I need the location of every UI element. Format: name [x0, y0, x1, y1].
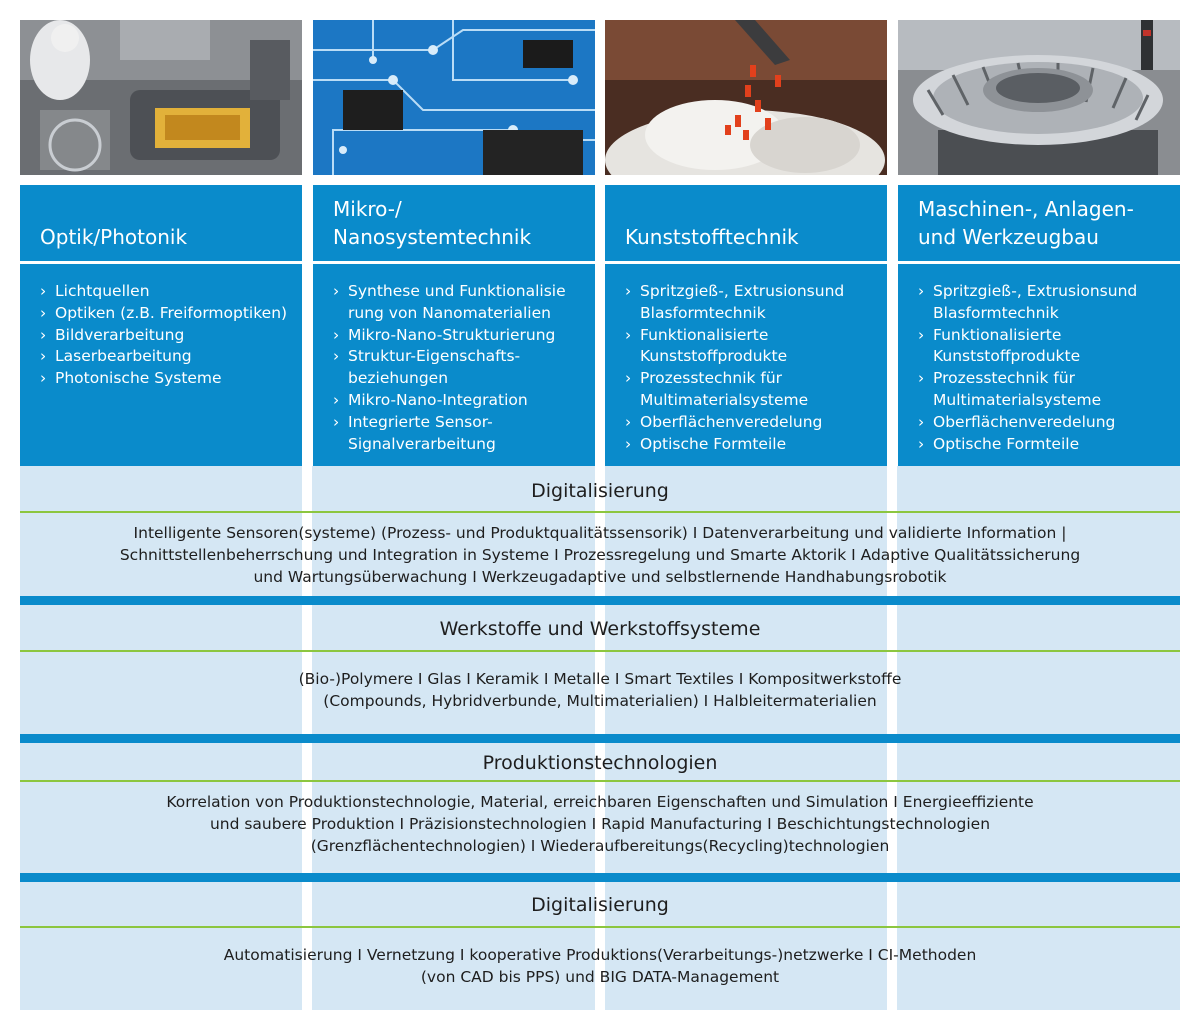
- section-divider: [20, 650, 1180, 652]
- column-heading-line: Mikro-/: [333, 197, 402, 221]
- plastic-granulate-photo: [605, 20, 887, 175]
- column-topic-list: [40, 281, 298, 390]
- description-line: Intelligente Sensoren(systeme) (Prozess- und Produktqualitätssensorik) I Datenverarbeitung und validierte Information |: [133, 524, 1067, 542]
- description-line: Automatisierung I Vernetzung I kooperative Produktions(Verarbeitungs-)netzwerke I CI-Methoden: [223, 946, 977, 964]
- section-divider: [20, 780, 1180, 782]
- column-topic-item: Blasformtechnik: [640, 303, 766, 322]
- column-mikro-nanosystemtechnik: [313, 185, 595, 466]
- section-description-werkstoffe: [20, 669, 1180, 713]
- optics-lab-photo: [20, 20, 302, 175]
- column-topic-item: Blasformtechnik: [933, 303, 1059, 322]
- column-topic-item: Kunststoffprodukte: [933, 347, 1081, 366]
- column-topic-list: [625, 281, 883, 455]
- column-topic-item: Signalverarbeitung: [348, 434, 496, 453]
- section-title-werkstoffe: Werkstoffe und Werkstoffsysteme: [439, 618, 761, 640]
- section-description-digitalisierung: [20, 523, 1180, 588]
- column-topic-item: › Laserbearbeitung: [40, 346, 298, 368]
- description-line: (von CAD bis PPS) und BIG DATA-Management: [420, 967, 780, 986]
- column-topic-item: › Struktur-Eigenschafts-: [333, 346, 591, 368]
- column-topic-item: › Lichtquellen: [40, 281, 298, 303]
- section-description-produktionstechnologien: [20, 792, 1180, 857]
- section-title-digitalisierung-2: Digitalisierung: [531, 894, 669, 916]
- column-heading-line: Optik/Photonik: [40, 225, 188, 249]
- column-maschinenbau: [898, 185, 1180, 466]
- column-topic-item: › Spritzgieß-, Extrusionsund: [625, 281, 883, 303]
- bevel-gear-photo: [898, 20, 1180, 175]
- column-topic-item: Multimaterialsysteme: [933, 390, 1102, 409]
- column-topic-item: › Oberflächenveredelung: [625, 412, 883, 434]
- column-heading: [625, 223, 879, 251]
- column-heading: [40, 223, 294, 251]
- section-separator: [20, 873, 1180, 882]
- description-line: Schnittstellenbeherrschung und Integration in Systeme I Prozessregelung und Smarte Aktorik I Adaptive Qualitätssicherung: [119, 545, 1081, 564]
- description-line: (Compounds, Hybridverbunde, Multimaterialien) I Halbleitermaterialien: [323, 691, 877, 710]
- description-line: Korrelation von Produktionstechnologie, Material, erreichbaren Eigenschaften und Simulation I Energieeffiziente: [166, 793, 1034, 811]
- column-kunststofftechnik: [605, 185, 887, 466]
- column-topic-item: › Optische Formteile: [918, 434, 1176, 456]
- column-topic-item: › Mikro-Nano-Integration: [333, 390, 591, 412]
- section-divider: [20, 926, 1180, 928]
- section-separator: [20, 734, 1180, 743]
- column-topic-item: › Synthese und Funktionalisie: [333, 281, 591, 303]
- column-topic-item: Kunststoffprodukte: [640, 347, 788, 366]
- circuit-board-photo: [313, 20, 595, 175]
- section-title-digitalisierung: Digitalisierung: [531, 480, 669, 502]
- column-topic-item: › Integrierte Sensor-: [333, 412, 591, 434]
- section-separator: [20, 596, 1180, 605]
- column-topic-item: rung von Nanomaterialien: [348, 303, 551, 322]
- column-heading-line: Kunststofftechnik: [625, 225, 799, 249]
- column-topic-item: › Funktionalisierte: [918, 325, 1176, 347]
- column-topic-item: › Funktionalisierte: [625, 325, 883, 347]
- column-topic-item: › Prozesstechnik für: [918, 368, 1176, 390]
- column-topic-item: › Photonische Systeme: [40, 368, 298, 390]
- section-title-produktionstechnologien: Produktionstechnologien: [482, 752, 718, 774]
- column-optik-photonik: [20, 185, 302, 466]
- column-topic-item: › Bildverarbeitung: [40, 325, 298, 347]
- column-heading: [333, 195, 587, 251]
- column-heading-rule: [898, 261, 1180, 264]
- column-topic-list: [333, 281, 591, 455]
- column-topic-item: › Prozesstechnik für: [625, 368, 883, 390]
- column-heading-line: Maschinen-, Anlagen-: [918, 197, 1134, 221]
- column-topic-item: beziehungen: [348, 369, 449, 388]
- column-heading-rule: [20, 261, 302, 264]
- section-divider: [20, 511, 1180, 513]
- column-topic-item: › Optiken (z.B. Freiformoptiken): [40, 303, 298, 325]
- column-heading-line: und Werkzeugbau: [918, 225, 1099, 249]
- column-heading-rule: [313, 261, 595, 264]
- description-line: (Bio-)Polymere I Glas I Keramik I Metalle I Smart Textiles I Kompositwerkstoffe: [298, 670, 902, 688]
- column-topic-list: [918, 281, 1176, 455]
- description-line: und saubere Produktion I Präzisionstechnologien I Rapid Manufacturing I Beschichtungstechnologien: [209, 814, 991, 833]
- column-topic-item: › Optische Formteile: [625, 434, 883, 456]
- column-topic-item: › Oberflächenveredelung: [918, 412, 1176, 434]
- column-topic-item: › Spritzgieß-, Extrusionsund: [918, 281, 1176, 303]
- description-line: und Wartungsüberwachung I Werkzeugadaptive und selbstlernende Handhabungsrobotik: [253, 567, 947, 586]
- column-heading-rule: [605, 261, 887, 264]
- description-line: (Grenzflächentechnologien) I Wiederaufbereitungs(Recycling)technologien: [310, 836, 890, 855]
- column-topic-item: › Mikro-Nano-Strukturierung: [333, 325, 591, 347]
- column-heading-line: Nanosystemtechnik: [333, 225, 532, 249]
- column-topic-item: Multimaterialsysteme: [640, 390, 809, 409]
- section-description-digitalisierung-2: [20, 945, 1180, 989]
- column-heading: [918, 195, 1172, 251]
